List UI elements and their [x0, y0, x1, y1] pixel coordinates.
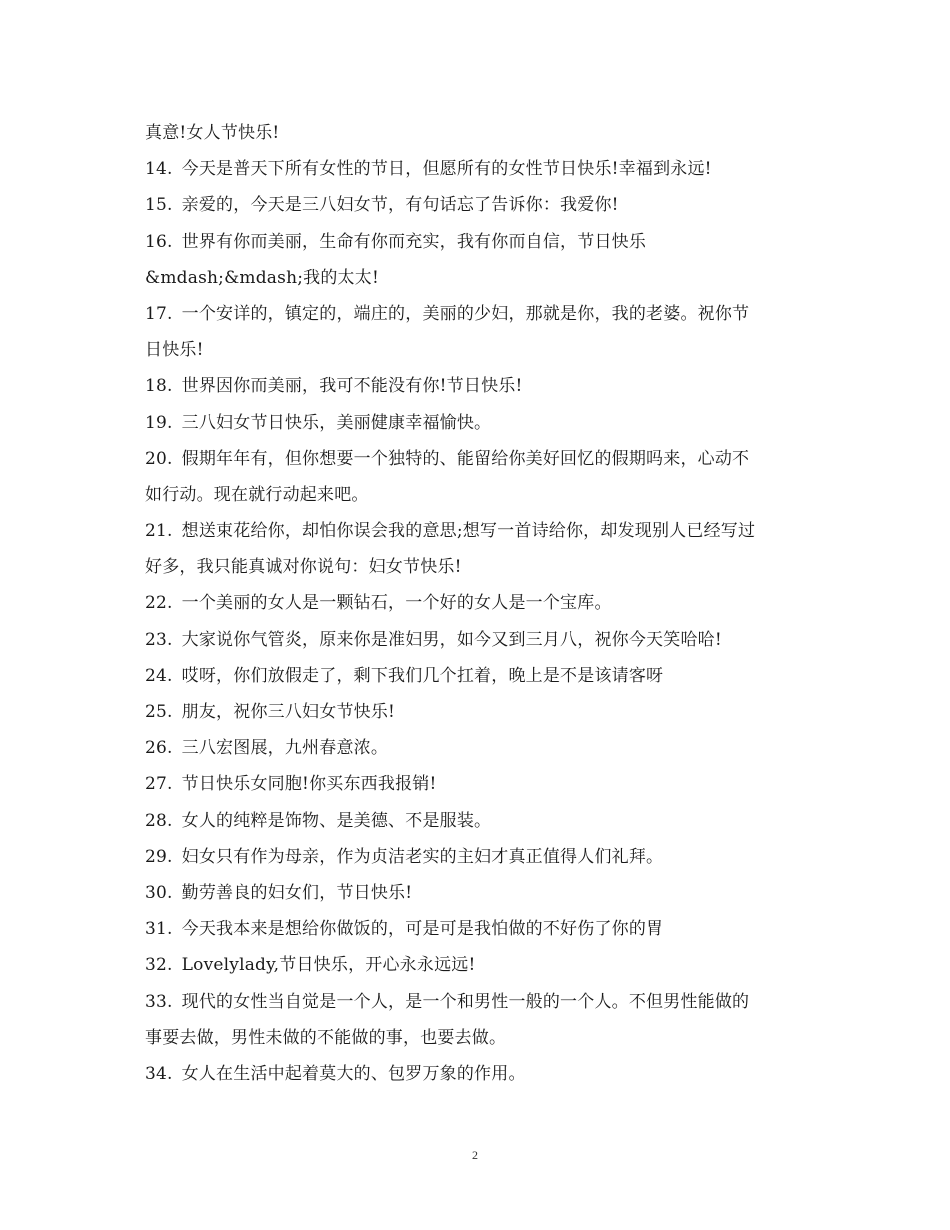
line-text: 勤劳善良的妇女们，节日快乐!: [181, 882, 413, 903]
line-text: 假期年年有，但你想要一个独特的、能留给你美好回忆的假期吗来，心动不: [181, 448, 750, 469]
text-line: [145, 730, 810, 766]
line-text: 哎呀，你们放假走了，剩下我们几个扛着，晚上是不是该请客呀: [181, 665, 664, 686]
line-text: 一个美丽的女人是一颗钻石，一个好的女人是一个宝库。: [181, 593, 612, 614]
text-line: [145, 368, 810, 404]
text-line: [145, 875, 810, 911]
line-text: 妇女只有作为母亲，作为贞洁老实的主妇才真正值得人们礼拜。: [181, 846, 664, 867]
line-number: 26.: [145, 738, 173, 759]
line-text: 日快乐!: [145, 340, 204, 361]
line-number: 21.: [145, 521, 173, 542]
text-line: [145, 260, 810, 296]
text-line: [145, 405, 810, 441]
text-line: [145, 115, 810, 151]
line-number: 24.: [145, 665, 173, 686]
line-text: 现代的女性当自觉是一个人，是一个和男性一般的一个人。不但男性能做的: [181, 991, 750, 1012]
line-text: 今天我本来是想给你做饭的，可是可是我怕做的不好伤了你的胃: [181, 919, 664, 940]
text-line: [145, 187, 810, 223]
line-number: 30.: [145, 882, 173, 903]
line-number: 18.: [145, 376, 173, 397]
text-line: [145, 1020, 810, 1056]
line-text: 世界有你而美丽，生命有你而充实，我有你而自信，节日快乐: [181, 231, 647, 252]
text-line: [145, 1056, 810, 1092]
line-number: 27.: [145, 774, 173, 795]
text-line: [145, 803, 810, 839]
line-number: 23.: [145, 629, 173, 650]
text-line: [145, 984, 810, 1020]
line-text: 三八妇女节日快乐，美丽健康幸福愉快。: [181, 412, 492, 433]
line-number: 29.: [145, 846, 173, 867]
line-number: 17.: [145, 303, 173, 324]
line-text: 世界因你而美丽，我可不能没有你!节日快乐!: [181, 376, 523, 397]
line-text: 想送束花给你，却怕你误会我的意思;想写一首诗给你，却发现别人已经写过: [181, 521, 756, 542]
line-text: 节日快乐女同胞!你买东西我报销!: [181, 774, 437, 795]
text-line: [145, 911, 810, 947]
line-number: 14.: [145, 159, 173, 180]
line-text: 真意!女人节快乐!: [145, 123, 280, 143]
line-number: 32.: [145, 955, 173, 976]
line-text: 女人的纯粹是饰物、是美德、不是服装。: [181, 810, 492, 831]
text-line: [145, 441, 810, 477]
text-line: [145, 513, 810, 549]
line-number: 15.: [145, 195, 173, 216]
line-number: 25.: [145, 702, 173, 722]
line-number: 22.: [145, 593, 173, 614]
text-line: [145, 151, 810, 187]
line-text: 女人在生活中起着莫大的、包罗万象的作用。: [181, 1063, 526, 1084]
line-text: 今天是普天下所有女性的节日，但愿所有的女性节日快乐!幸福到永远!: [181, 159, 712, 180]
line-text: 大家说你气管炎，原来你是准妇男，如今又到三月八，祝你今天笑哈哈!: [181, 629, 722, 650]
text-line: [145, 549, 810, 585]
line-number: 33.: [145, 991, 173, 1012]
line-number: 34.: [145, 1063, 173, 1084]
line-number: 20.: [145, 448, 173, 469]
line-text: Lovelylady,节日快乐，开心永永远远!: [181, 955, 476, 976]
text-line: [145, 585, 810, 621]
line-number: 16.: [145, 231, 173, 252]
text-line: [145, 839, 810, 875]
page-number: 2: [472, 1148, 478, 1162]
line-text: 如行动。现在就行动起来吧。: [145, 484, 369, 505]
line-number: 19.: [145, 412, 173, 433]
text-line: [145, 477, 810, 513]
text-line: [145, 947, 810, 983]
line-text: &mdash;&mdash;我的太太!: [145, 267, 379, 288]
line-text: 朋友，祝你三八妇女节快乐!: [181, 702, 396, 722]
text-line: [145, 694, 810, 730]
document-body: [145, 115, 810, 1092]
text-line: [145, 658, 810, 694]
text-line: [145, 332, 810, 368]
text-line: [145, 766, 810, 802]
text-line: [145, 296, 810, 332]
line-number: 31.: [145, 919, 173, 940]
line-text: 三八宏图展，九州春意浓。: [181, 738, 389, 759]
line-text: 亲爱的，今天是三八妇女节，有句话忘了告诉你：我爱你!: [181, 195, 619, 216]
line-text: 好多，我只能真诚对你说句：妇女节快乐!: [145, 557, 462, 578]
text-line: [145, 224, 810, 260]
line-number: 28.: [145, 810, 173, 831]
text-line: [145, 622, 810, 658]
line-text: 事要去做，男性未做的不能做的事，也要去做。: [145, 1027, 507, 1048]
line-text: 一个安详的，镇定的，端庄的，美丽的少妇，那就是你，我的老婆。祝你节: [181, 303, 750, 324]
